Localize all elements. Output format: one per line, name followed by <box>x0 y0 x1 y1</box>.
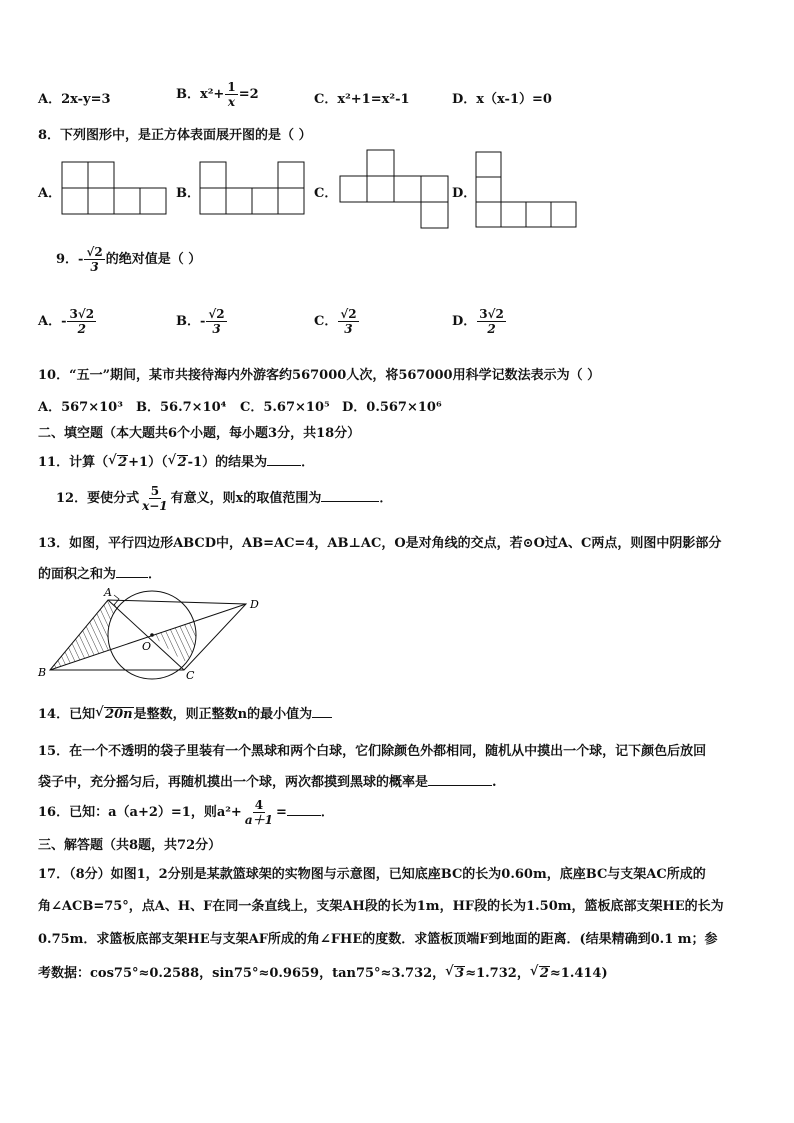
q17-line2: 角∠ACB=75°，点A、H、F在同一条直线上，支架AH段的长为1m，HF段的长为1.50m，篮板底部支架HE的长为 <box>38 899 724 914</box>
q13-answer-blank[interactable] <box>116 577 148 578</box>
q9-fraction: $\frac{√2}{3}$ <box>86 245 103 274</box>
q17-line1: 17．（8分）如图1，2分别是某款篮球架的实物图与示意图，已知底座BC的长为0.60m，底座BC与支架AC所成的 <box>38 867 706 882</box>
q8-label-c: C． <box>314 186 338 201</box>
q15-line2: 袋子中，充分摇匀后，再随机摸出一个球，两次都摸到黑球的概率是 . <box>38 775 497 790</box>
q12-answer-blank[interactable] <box>321 501 379 502</box>
q13-label-c: C <box>186 669 195 682</box>
q8-net-a <box>62 162 172 218</box>
q9-option-a: A．- $\frac{3√2}{2}$ <box>38 307 95 336</box>
q9-option-b: B．- $\frac{√2}{3}$ <box>176 307 225 336</box>
q15-line1: 15．在一个不透明的袋子里装有一个黑球和两个白球，它们除颜色外都相同，随机从中摸出一个球，记下颜色后放回 <box>38 744 707 759</box>
section-fill-in-heading: 二、填空题（本大题共6个小题，每小题3分，共18分） <box>38 426 361 441</box>
q7-option-b-text: B．x²+ <box>176 87 225 102</box>
q12-fraction: $\frac{5}{x-1}$ <box>142 484 168 513</box>
q11: 11．计算（√ 2+1）（√ 2-1）的结果为 ． <box>38 451 314 470</box>
q17-line3: 0.75m．求篮板底部支架HE与支架AF所成的角∠FHE的度数．求篮板顶端F到地面的距离．(结果精确到0.1 m；参 <box>38 932 718 947</box>
q10-option-b: B．56.7×10⁴ <box>136 400 227 415</box>
q12: 12．要使分式 $\frac{5}{x-1}$ 有意义，则x的取值范围为 ． <box>56 484 393 513</box>
q7-option-b <box>176 80 259 109</box>
q10-option-a: A．567×10³ <box>38 400 123 415</box>
section-solutions-heading: 三、解答题（共8题，共72分） <box>38 838 222 853</box>
q15-answer-blank[interactable] <box>428 785 492 786</box>
q11-sqrt-1: √ 2 <box>108 455 128 470</box>
q8-label-d: D． <box>452 186 477 201</box>
q10-stem: 10．“五一”期间，某市共接待海内外游客约567000人次，将567000用科学记数法表示为（ ） <box>38 368 601 383</box>
q7-option-c: C．x²+1=x²-1 <box>314 92 410 107</box>
q10-option-d: D．0.567×10⁶ <box>342 400 442 415</box>
q8-label-b: B． <box>176 186 200 201</box>
q13-label-a: A <box>104 586 112 599</box>
q7-option-d: D．x（x-1）=0 <box>452 92 552 107</box>
q13-line1: 13．如图，平行四边形ABCD中，AB=AC=4，AB⊥AC，O是对角线的交点，若⊙O过A、C两点，则图中阴影部分 <box>38 536 722 551</box>
q7-option-b-tail: =2 <box>238 87 259 102</box>
q11-answer-blank[interactable] <box>267 465 301 466</box>
q7-option-a: A．2x-y=3 <box>38 92 111 107</box>
q13-center-dot <box>150 633 154 637</box>
q13-parallelogram-figure <box>34 586 274 682</box>
q13-line2: 的面积之和为 ． <box>38 567 162 582</box>
q11-sqrt-2: √ 2 <box>168 455 188 470</box>
q17-sqrt-2: √ 2 <box>530 966 550 981</box>
q16: 16．已知：a（a+2）=1，则a²+ $\frac{4}{a+1}$ = ． <box>38 798 334 827</box>
q16-fraction: $\frac{4}{a+1}$ <box>244 798 273 827</box>
q9-stem: 9．- $\frac{√2}{3}$ 的绝对值是（ ） <box>56 245 202 274</box>
q8-net-d <box>476 152 580 230</box>
q9-option-c: C． $\frac{√2}{3}$ <box>314 307 357 336</box>
q17-sqrt-3: √ 3 <box>445 966 465 981</box>
q13-label-d: D <box>250 598 259 611</box>
q14-sqrt: √ 20n <box>95 707 134 722</box>
q8-net-b <box>200 162 310 218</box>
q14-answer-blank[interactable] <box>312 717 332 718</box>
q13-label-o: O <box>142 640 152 653</box>
q9-option-d: D． $\frac{3√2}{2}$ <box>452 307 504 336</box>
q10-option-c: C．5.67×10⁵ <box>240 400 330 415</box>
q8-net-c <box>340 150 452 232</box>
q14: 14．已知√ 20n是整数，则正整数n的最小值为 <box>38 703 332 722</box>
q8-stem: 8．下列图形中，是正方体表面展开图的是（ ） <box>38 128 312 143</box>
q13-label-b: B <box>38 666 47 679</box>
q8-label-a: A． <box>38 186 62 201</box>
q7-option-b-fraction: $\frac{1}{x}$ <box>227 80 236 109</box>
q16-answer-blank[interactable] <box>287 815 321 816</box>
q17-line4: 考数据：cos75°≈0.2588，sin75°≈0.9659，tan75°≈3.732，√ 3≈1.732，√ 2≈1.414) <box>38 962 608 981</box>
